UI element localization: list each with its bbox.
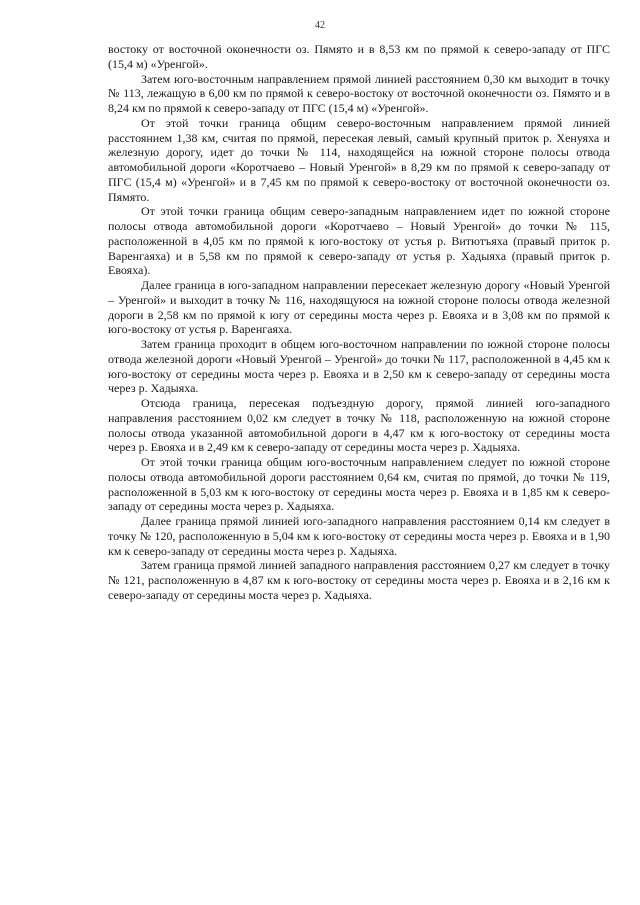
paragraph-4: От этой точки граница общим северо-западным направлением идет по южной стороне полосы отвода автомобильной дороги «Коротчаево – Новый Уренгой» до точки № 115, расположенной в 4,05 км по прямой к юго-востоку от устья р. Витютъяха (правый приток р. Варенгаяха) и в 5,58 км по прямой к северо-западу от устья р. Хадыяха (правый приток р. Евояха). (108, 204, 610, 278)
paragraph-5: Далее граница в юго-западном направлении пересекает железную дорогу «Новый Уренгой – Уренгой» и выходит в точку № 116, находящуюся на южной стороне полосы отвода железной дороги в 2,58 км по прямой к югу от середины моста через р. Евояха и в 3,08 км по прямой к юго-востоку от устья р. Варенгаяха. (108, 278, 610, 337)
paragraph-2: Затем юго-восточным направлением прямой линией расстоянием 0,30 км выходит в точку № 113, лежащую в 6,00 км по прямой к северо-востоку от восточной оконечности оз. Пямято и в 8,24 км по прямой к северо-западу от ПГС (15,4 м) «Уренгой». (108, 71, 610, 115)
paragraph-6: Затем граница проходит в общем юго-восточном направлении по южной стороне полосы отвода железной дороги «Новый Уренгой – Уренгой» до точки № 117, расположенной в 4,45 км к юго-востоку от середины моста через р. Евояха и в 2,50 км к северо-западу от середины моста через р. Хадыяха. (108, 337, 610, 396)
paragraph-3: От этой точки граница общим северо-восточным направлением прямой линией расстоянием 1,38 км, считая по прямой, пересекая левый, самый крупный приток р. Хенуяха и железную дорогу, идет до точки № 114, находящейся на южной стороне полосы отвода автомобильной дороги «Коротчаево – Новый Уренгой» в 8,29 км по прямой к северо-западу от ПГС (15,4 м) «Уренгой» и в 7,45 км по прямой к северо-востоку от восточной оконечности оз. Пямято. (108, 115, 610, 204)
page-number: 42 (315, 20, 325, 31)
paragraph-9: Далее граница прямой линией юго-западного направления расстоянием 0,14 км следует в точку № 120, расположенную в 5,04 км к юго-востоку от середины моста через р. Евояха и в 1,90 км к северо-западу от середины моста через р. Хадыяха. (108, 514, 610, 558)
paragraph-10: Затем граница прямой линией западного направления расстоянием 0,27 км следует в точку № 121, расположенную в 4,87 км к юго-востоку от середины моста через р. Евояха и в 2,16 км к северо-западу от середины моста через р. Хадыяха. (108, 558, 610, 602)
paragraph-7: Отсюда граница, пересекая подъездную дорогу, прямой линией юго-западного направления расстоянием 0,02 км следует в точку № 118, расположенную на южной стороне полосы отвода указанной автомобильной дороги в 4,47 км к юго-востоку от середины моста через р. Евояха и в 2,49 км к северо-западу от середины моста через р. Хадыяха. (108, 396, 610, 455)
paragraph-1: востоку от восточной оконечности оз. Пямято и в 8,53 км по прямой к северо-западу от ПГС (15,4 м) «Уренгой». (108, 42, 610, 71)
paragraph-8: От этой точки граница общим юго-восточным направлением следует по южной стороне полосы отвода автомобильной дороги расстоянием 0,64 км, считая по прямой, до точки № 119, расположенной в 5,03 км к юго-востоку от середины моста через р. Евояха и в 1,85 км к северо-западу от середины моста через р. Хадыяха. (108, 455, 610, 514)
document-body (108, 42, 610, 603)
